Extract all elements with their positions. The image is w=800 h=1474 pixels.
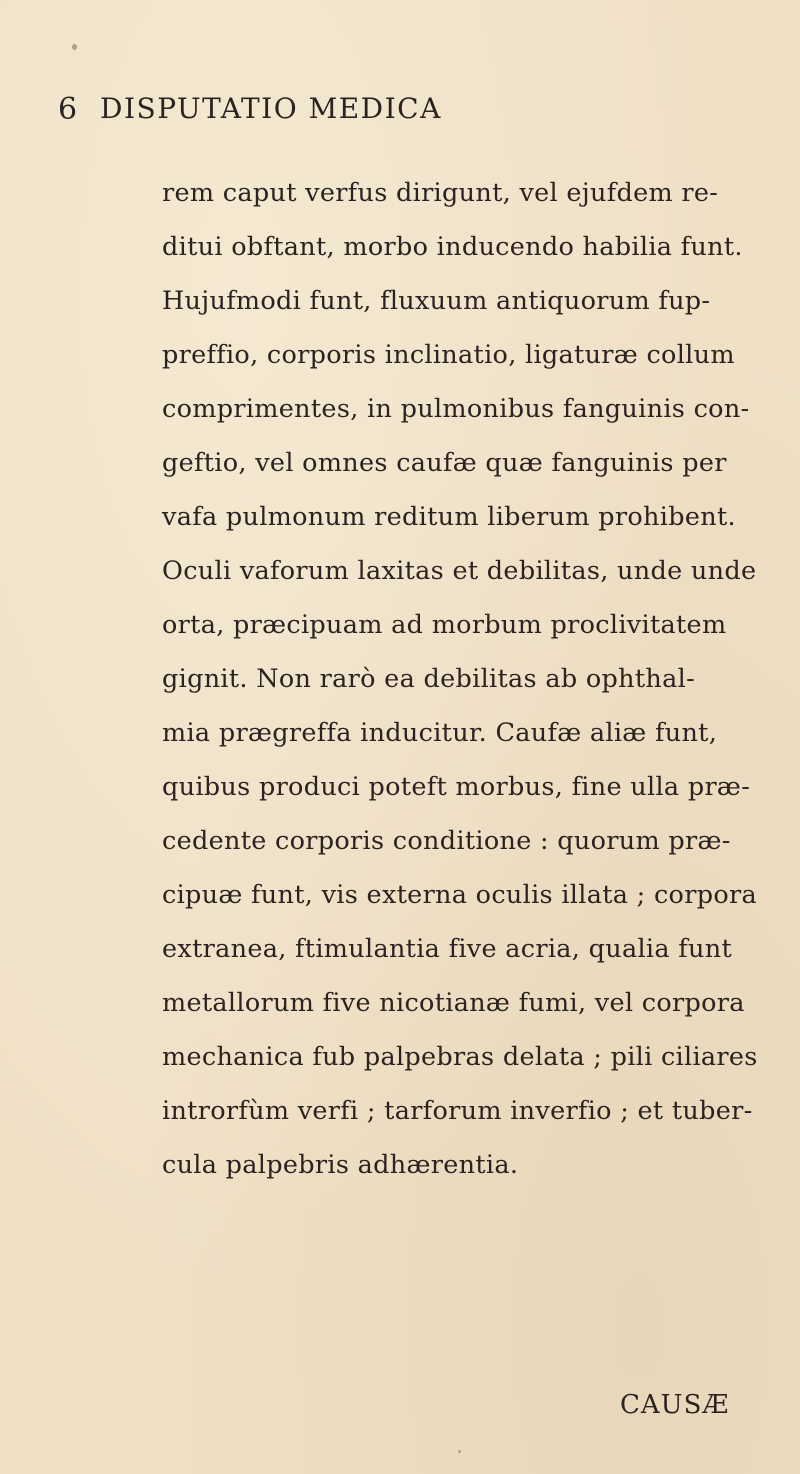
page-title: DISPUTATIO MEDICA bbox=[100, 92, 442, 125]
catchword: CAUSÆ bbox=[620, 1390, 730, 1420]
text-line: cedente corporis conditione : quorum præ- bbox=[162, 826, 731, 856]
text-line: gignit. Non rarò ea debilitas ab ophthal- bbox=[162, 664, 695, 694]
text-line: geftio, vel omnes caufæ quæ fanguinis per bbox=[162, 448, 727, 478]
text-line: ditui obftant, morbo inducendo habilia funt. bbox=[162, 232, 743, 262]
running-head bbox=[58, 92, 758, 136]
text-line: cipuæ funt, vis externa oculis illata ; corpora bbox=[162, 880, 757, 910]
text-line: Hujufmodi funt, fluxuum antiquorum fup- bbox=[162, 286, 711, 316]
text-line: comprimentes, in pulmonibus fanguinis con- bbox=[162, 394, 750, 424]
text-line: quibus produci poteft morbus, fine ulla præ- bbox=[162, 772, 751, 802]
text-line: cula palpebris adhærentia. bbox=[162, 1150, 519, 1180]
text-line: rem caput verfus dirigunt, vel ejufdem re- bbox=[162, 178, 719, 208]
text-line: mechanica fub palpebras delata ; pili ciliares bbox=[162, 1042, 758, 1072]
text-line: Oculi vaforum laxitas et debilitas, unde unde bbox=[162, 556, 757, 586]
text-line: mia prægreffa inducitur. Caufæ aliæ funt, bbox=[162, 718, 718, 748]
text-line: extranea, ftimulantia five acria, qualia funt bbox=[162, 934, 733, 964]
text-line: metallorum five nicotianæ fumi, vel corpora bbox=[162, 988, 745, 1018]
paper-speck bbox=[458, 1450, 461, 1453]
text-line: orta, præcipuam ad morbum proclivitatem bbox=[162, 610, 727, 640]
text-line: introrfùm verfi ; tarforum inverfio ; et tuber- bbox=[162, 1096, 753, 1126]
page-number: 6 bbox=[58, 92, 78, 127]
paper-speck bbox=[72, 44, 77, 50]
body-text bbox=[162, 166, 792, 1192]
text-line: preffio, corporis inclinatio, ligaturæ collum bbox=[162, 340, 735, 370]
text-line: vafa pulmonum reditum liberum prohibent. bbox=[162, 502, 736, 532]
